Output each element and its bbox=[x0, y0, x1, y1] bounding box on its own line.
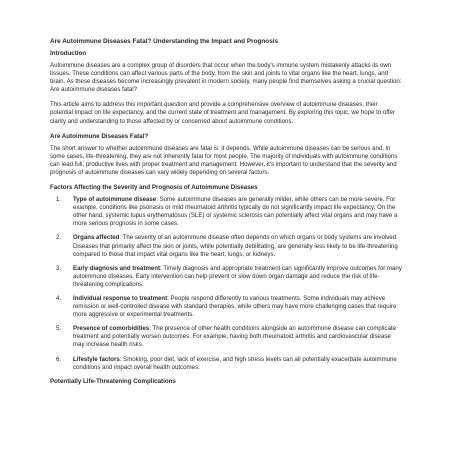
factor-term: Lifestyle factors bbox=[73, 355, 120, 363]
factor-item bbox=[50, 295, 402, 319]
factor-term: Individual response to treatment bbox=[73, 294, 168, 302]
document-title: Are Autoimmune Diseases Fatal? Understanding the Impact and Prognosis bbox=[50, 38, 279, 45]
factor-text: : People respond differently to various treatments. Some individuals may achieve remission or well-controlled disease with standard therapies, while others may have more challenging cases that require more aggressive or experimental treatments. bbox=[73, 294, 397, 319]
introduction-paragraph-2: This article aims to address this important question and provide a comprehensive overview of autoimmune diseases, their potential impact on life expectancy, and the current state of treatment and management. By exploring this topic, we hope to offer clarity and understanding to those affected by or concerned about autoimmune conditions. bbox=[50, 101, 395, 125]
factor-number: 3. bbox=[56, 264, 62, 272]
factor-text: : Smoking, poor diet, lack of exercise, and high stress levels can all potentially exacerbate autoimmune conditions and impact overall health outcomes. bbox=[73, 355, 397, 371]
factor-number: 5. bbox=[56, 325, 62, 333]
factor-number: 1. bbox=[56, 196, 62, 204]
introduction-paragraph-1: Autoimmune diseases are a complex group of disorders that occur when the body's immune system mistakenly attacks its own tissues. These conditions can affect various parts of the body, from the skin and joints to vital organs like the heart, lungs, and brain. As these diseases become increasingly prevalent in modern society, many people find themselves asking a crucial question: Are autoimmune diseases fatal? bbox=[50, 62, 402, 94]
factor-item bbox=[50, 265, 402, 289]
factor-term: Presence of comorbidities bbox=[73, 325, 150, 333]
factor-text: : The presence of other health conditions alongside an autoimmune disease can complicate treatment and potentially worsen outcomes. For example, having both rheumatoid arthritis and cardiovascular disease may increase health risks. bbox=[73, 325, 397, 349]
introduction-heading: Introduction bbox=[50, 50, 87, 57]
factor-text: : Timely diagnosis and appropriate treatment can significantly improve outcomes for many autoimmune diseases. Early intervention can help prevent or slow down organ damage and reduce the risk of life-threatening complications. bbox=[73, 264, 402, 288]
factor-number: 2. bbox=[56, 234, 62, 242]
factors-heading: Factors Affecting the Severity and Prognosis of Autoimmune Diseases bbox=[50, 184, 258, 192]
factor-item bbox=[50, 325, 402, 349]
factor-number: 4. bbox=[56, 294, 62, 302]
factor-term: Organs affected bbox=[73, 234, 120, 242]
factor-term: Early diagnosis and treatment bbox=[73, 264, 161, 272]
factor-item bbox=[50, 356, 402, 372]
document-page bbox=[50, 38, 402, 390]
factor-number: 6. bbox=[56, 355, 62, 363]
fatal-heading: Are Autoimmune Diseases Fatal? bbox=[50, 132, 149, 140]
factor-text: : The severity of an autoimmune disease often depends on which organs or body systems are involved. Diseases that primarily affect the skin or joints, while potentially debilitating, are generally less likely to be life-threatening compared to those that impact vital organs like the heart, lungs, or kidneys. bbox=[73, 234, 398, 258]
factor-term: Type of autoimmune disease bbox=[73, 196, 157, 204]
factors-list bbox=[50, 196, 402, 372]
factor-item bbox=[50, 234, 402, 258]
factor-text: : Some autoimmune diseases are generally milder, while others can be more severe. For example, conditions like psoriasis or mild rheumatoid arthritis typically do not significantly impact life expectancy. On the other hand, systemic lupus erythematosus (SLE) or systemic sclerosis can potentially affect vital organs and may have a more serious prognosis in some cases. bbox=[73, 196, 398, 228]
fatal-paragraph: The short answer to whether autoimmune diseases are fatal is: it depends. While autoimmune diseases can be serious and, in some cases, life-threatening, they are not inherently fatal for most people. The majority of individuals with autoimmune conditions can lead full, productive lives with proper treatment and management. However, it's important to understand that the severity and prognosis of autoimmune diseases can vary widely depending on several factors. bbox=[50, 144, 398, 176]
factor-item bbox=[50, 196, 402, 228]
complications-heading: Potentially Life-Threatening Complications bbox=[50, 377, 176, 385]
